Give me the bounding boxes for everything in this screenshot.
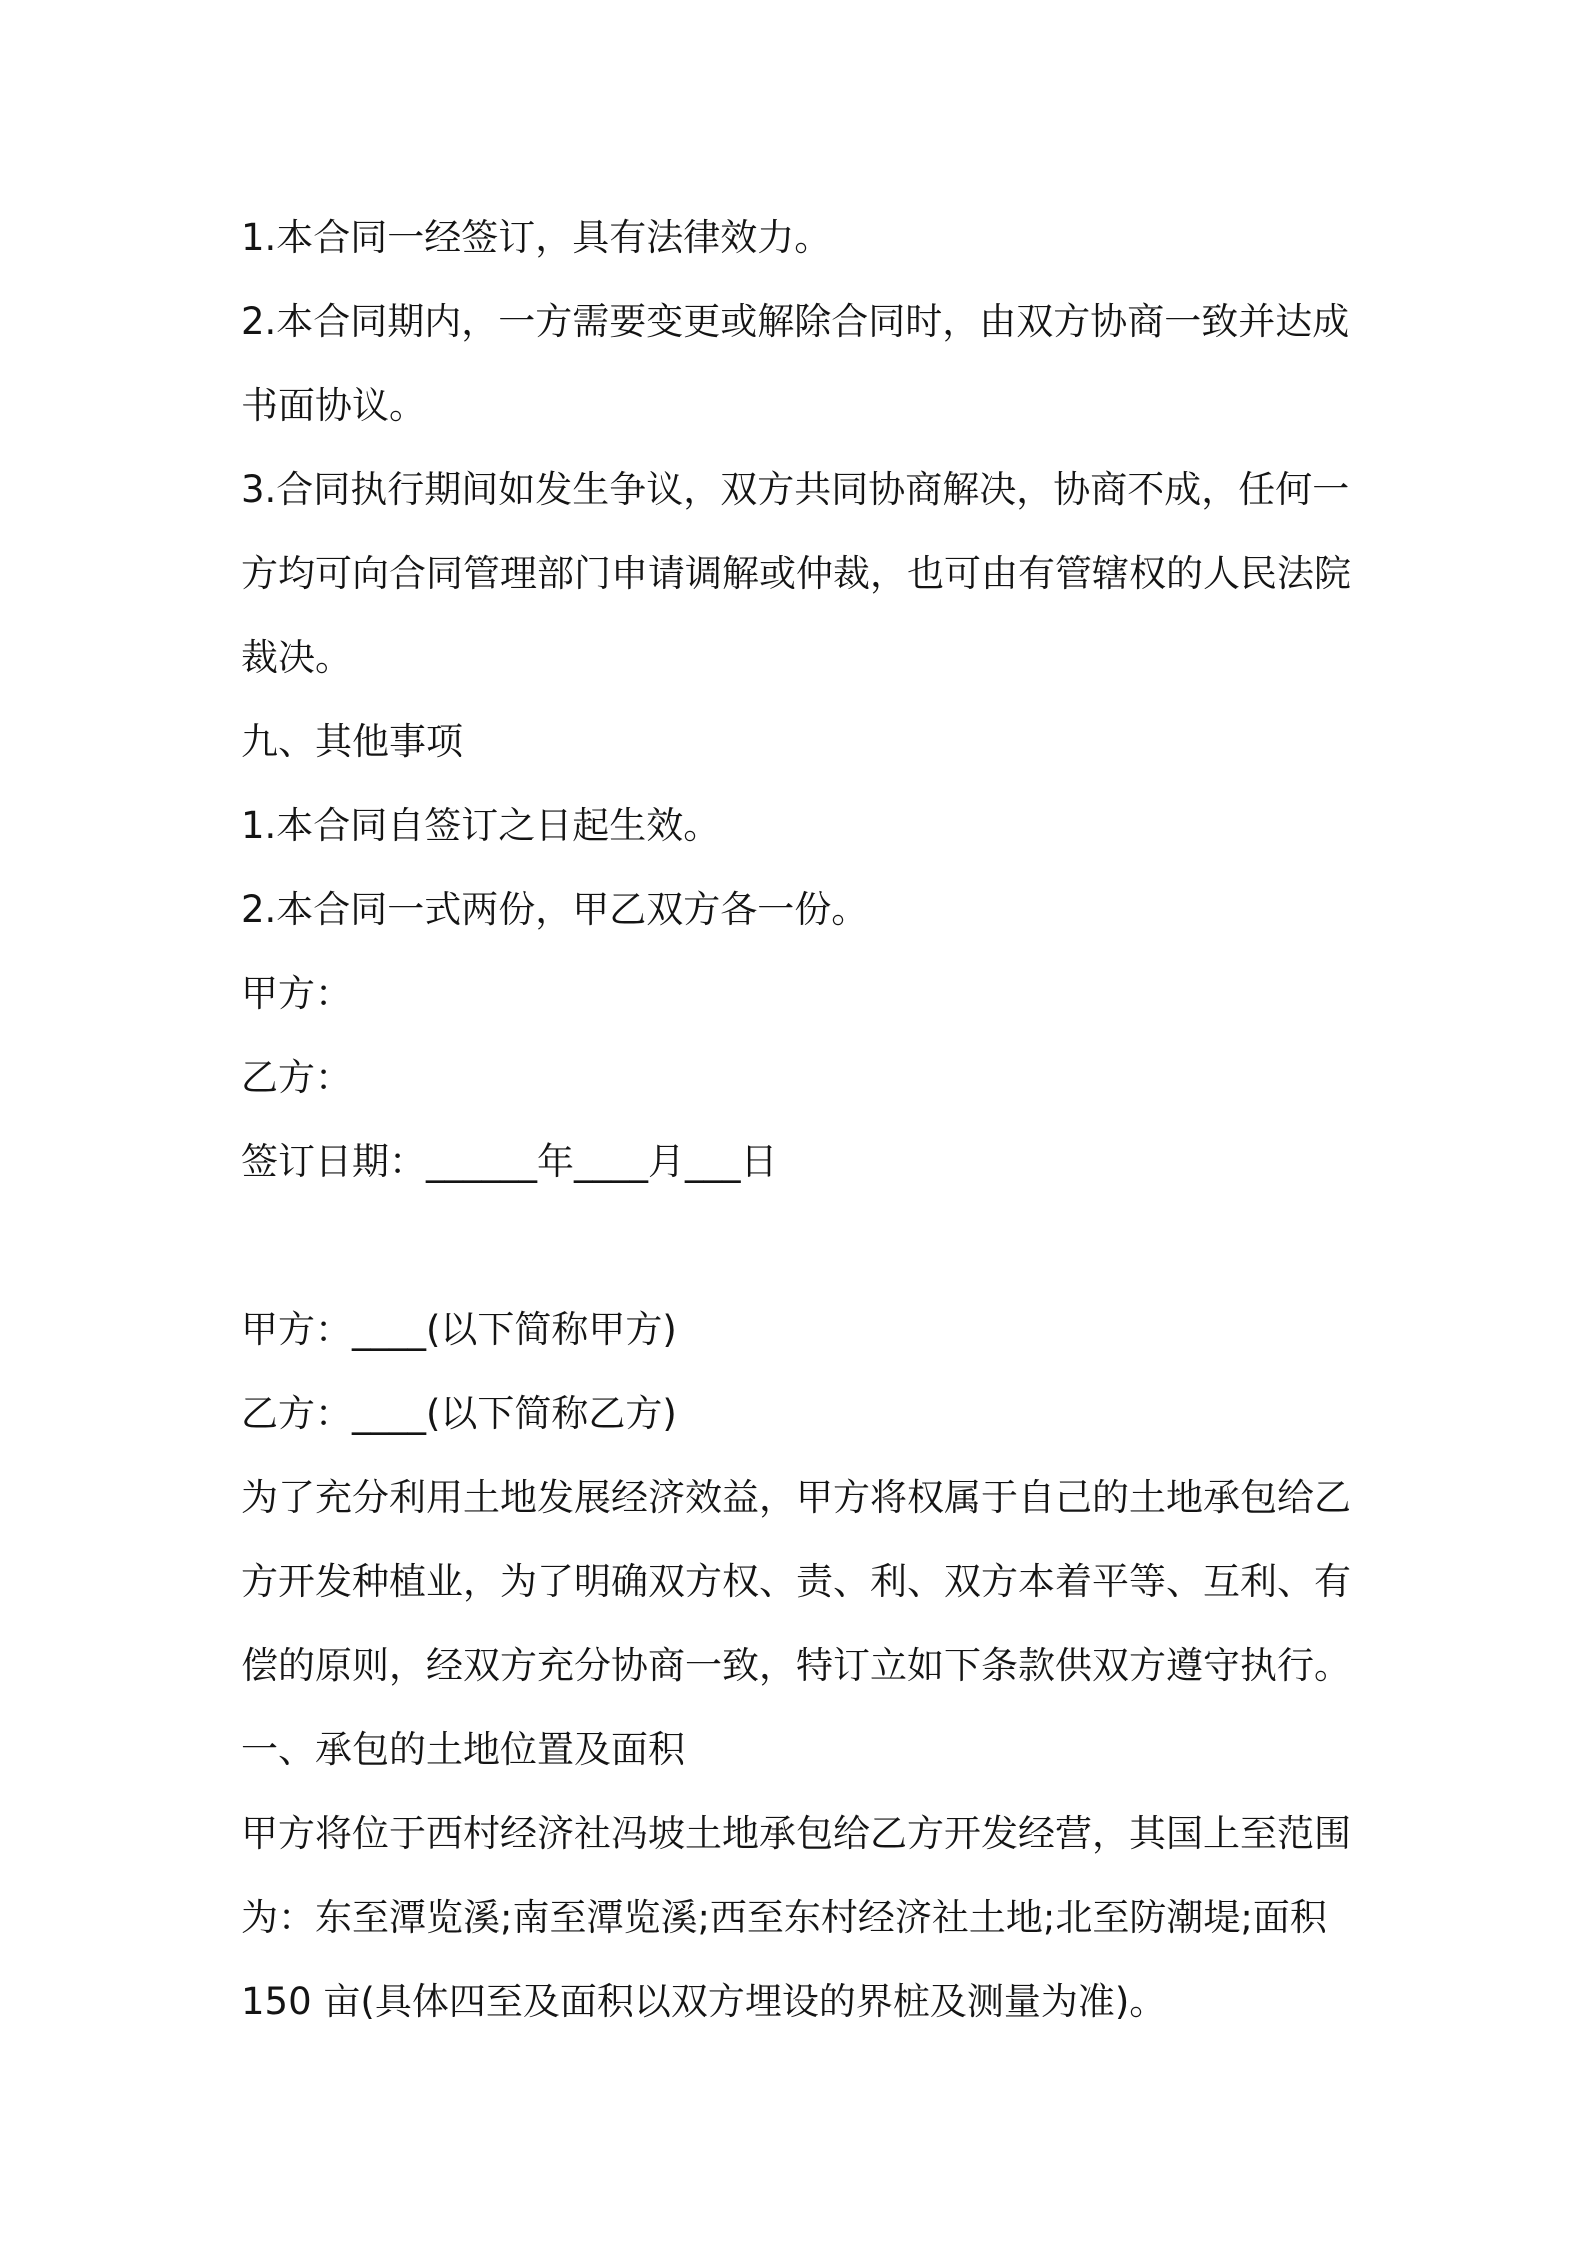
party-a-signature-line: 甲方：	[241, 972, 352, 1015]
party-b-line: 乙方：____(以下简称乙方)	[241, 1392, 677, 1435]
party-b-signature-line: 乙方：	[241, 1056, 352, 1099]
text-line: 1.本合同自签订之日起生效。	[241, 804, 721, 847]
blank-line	[241, 1204, 1361, 1288]
party-a-line: 甲方：____(以下简称甲方)	[241, 1308, 677, 1351]
text-line: 2.本合同一式两份，甲乙双方各一份。	[241, 888, 869, 931]
text-line: 150 亩(具体四至及面积以双方埋设的界桩及测量为准)。	[241, 1980, 1167, 2023]
text-line: 方开发种植业，为了明确双方权、责、利、双方本着平等、互利、有	[241, 1560, 1351, 1603]
section-heading: 一、承包的土地位置及面积	[241, 1728, 685, 1771]
text-line: 为了充分利用土地发展经济效益，甲方将权属于自己的土地承包给乙	[241, 1476, 1351, 1519]
document-body	[241, 196, 1361, 2044]
text-line: 2.本合同期内，一方需要变更或解除合同时，由双方协商一致并达成	[241, 300, 1350, 343]
text-line: 为：东至潭览溪;南至潭览溪;西至东村经济社土地;北至防潮堤;面积	[241, 1896, 1327, 1939]
text-line: 偿的原则，经双方充分协商一致，特订立如下条款供双方遵守执行。	[241, 1644, 1351, 1687]
signing-date-line: 签订日期：______年____月___日	[241, 1140, 778, 1183]
text-line: 1.本合同一经签订，具有法律效力。	[241, 216, 832, 259]
section-heading: 九、其他事项	[241, 720, 463, 763]
text-line: 方均可向合同管理部门申请调解或仲裁，也可由有管辖权的人民法院	[241, 552, 1351, 595]
text-line: 甲方将位于西村经济社冯坡土地承包给乙方开发经营，其国上至范围	[241, 1812, 1351, 1855]
text-line: 3.合同执行期间如发生争议，双方共同协商解决，协商不成，任何一	[241, 468, 1350, 511]
text-line: 裁决。	[241, 636, 352, 679]
text-line: 书面协议。	[241, 384, 426, 427]
